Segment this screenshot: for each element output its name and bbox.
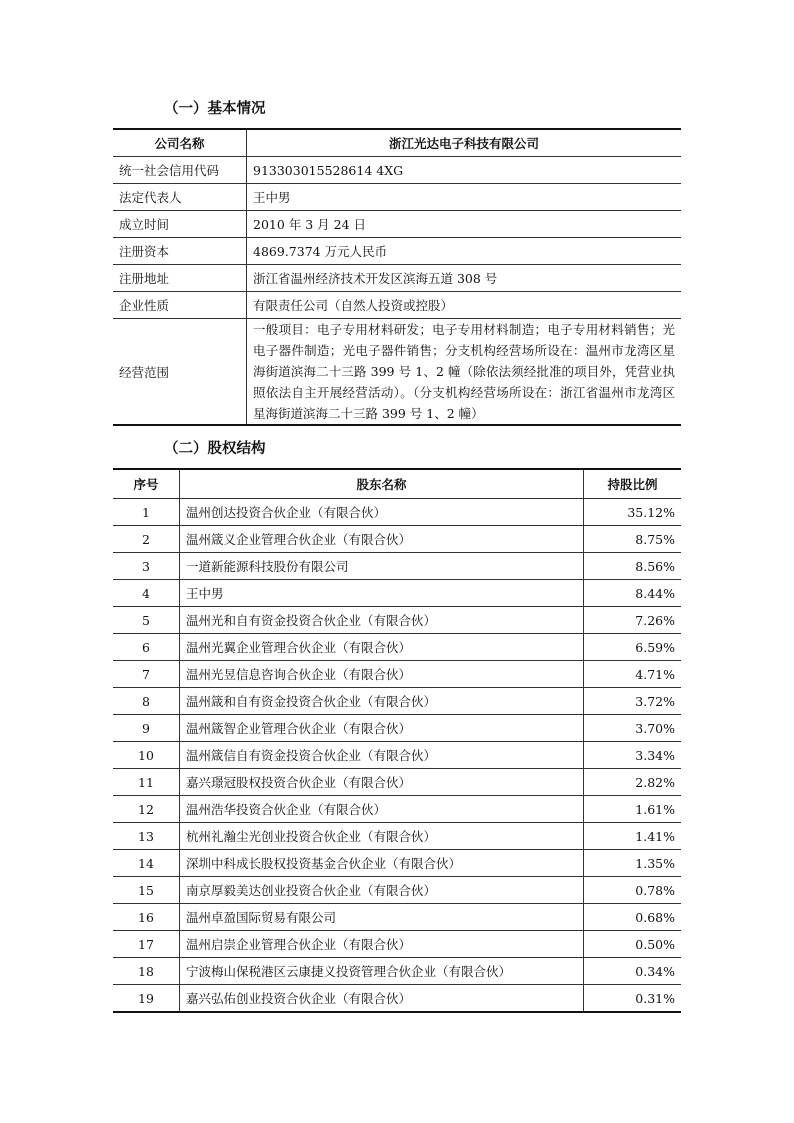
section-equity-heading: （二）股权结构 bbox=[164, 441, 266, 457]
column-header-ratio: 持股比例 bbox=[584, 469, 682, 499]
info-value: 有限责任公司（自然人投资或控股） bbox=[247, 292, 682, 319]
row-number: 10 bbox=[113, 742, 180, 769]
shareholder-name: 温州浩华投资合伙企业（有限合伙） bbox=[180, 796, 584, 823]
shareholder-name: 南京厚毅美达创业投资合伙企业（有限合伙） bbox=[180, 877, 584, 904]
section-basic-info-heading: （一）基本情况 bbox=[164, 101, 266, 117]
holding-ratio: 1.35% bbox=[584, 850, 682, 877]
row-number: 7 bbox=[113, 661, 180, 688]
shareholder-row bbox=[113, 661, 681, 688]
info-label: 统一社会信用代码 bbox=[113, 157, 247, 184]
company-name-label: 公司名称 bbox=[113, 129, 247, 157]
info-value: 913303015528614 4XG bbox=[247, 157, 682, 184]
shareholder-row bbox=[113, 904, 681, 931]
shareholder-name: 一道新能源科技股份有限公司 bbox=[180, 553, 584, 580]
info-value: 2010 年 3 月 24 日 bbox=[247, 211, 682, 238]
row-number: 14 bbox=[113, 850, 180, 877]
company-name-value: 浙江光达电子科技有限公司 bbox=[388, 136, 539, 151]
holding-ratio: 0.68% bbox=[584, 904, 682, 931]
holding-ratio: 6.59% bbox=[584, 634, 682, 661]
row-number: 15 bbox=[113, 877, 180, 904]
business-scope-label: 经营范围 bbox=[113, 319, 247, 426]
row-number: 19 bbox=[113, 985, 180, 1013]
holding-ratio: 2.82% bbox=[584, 769, 682, 796]
info-label: 注册资本 bbox=[113, 238, 247, 265]
shareholder-name: 温州创达投资合伙企业（有限合伙） bbox=[180, 499, 584, 526]
row-number: 8 bbox=[113, 688, 180, 715]
equity-structure-table bbox=[113, 468, 681, 1013]
row-number: 12 bbox=[113, 796, 180, 823]
row-number: 2 bbox=[113, 526, 180, 553]
holding-ratio: 0.50% bbox=[584, 931, 682, 958]
holding-ratio: 4.71% bbox=[584, 661, 682, 688]
holding-ratio: 0.34% bbox=[584, 958, 682, 985]
shareholder-row bbox=[113, 715, 681, 742]
shareholder-row bbox=[113, 742, 681, 769]
row-number: 17 bbox=[113, 931, 180, 958]
row-number: 18 bbox=[113, 958, 180, 985]
row-number: 3 bbox=[113, 553, 180, 580]
info-label: 成立时间 bbox=[113, 211, 247, 238]
shareholder-name: 温州卓盈国际贸易有限公司 bbox=[180, 904, 584, 931]
basic-info-row bbox=[113, 211, 681, 238]
shareholder-row bbox=[113, 877, 681, 904]
row-number: 9 bbox=[113, 715, 180, 742]
shareholder-name: 嘉兴弘佑创业投资合伙企业（有限合伙） bbox=[180, 985, 584, 1013]
row-number: 6 bbox=[113, 634, 180, 661]
info-label: 企业性质 bbox=[113, 292, 247, 319]
shareholder-row bbox=[113, 769, 681, 796]
shareholder-name: 温州箴信自有资金投资合伙企业（有限合伙） bbox=[180, 742, 584, 769]
row-number: 4 bbox=[113, 580, 180, 607]
row-number: 13 bbox=[113, 823, 180, 850]
holding-ratio: 1.41% bbox=[584, 823, 682, 850]
holding-ratio: 0.78% bbox=[584, 877, 682, 904]
basic-info-row bbox=[113, 157, 681, 184]
row-number: 1 bbox=[113, 499, 180, 526]
basic-info-header-row bbox=[113, 129, 681, 157]
shareholder-name: 嘉兴璟冠股权投资合伙企业（有限合伙） bbox=[180, 769, 584, 796]
shareholder-name: 王中男 bbox=[180, 580, 584, 607]
holding-ratio: 3.34% bbox=[584, 742, 682, 769]
shareholder-name: 温州箴和自有资金投资合伙企业（有限合伙） bbox=[180, 688, 584, 715]
info-value: 4869.7374 万元人民币 bbox=[247, 238, 682, 265]
shareholder-name: 杭州礼瀚尘光创业投资合伙企业（有限合伙） bbox=[180, 823, 584, 850]
business-scope-value: 一般项目：电子专用材料研发；电子专用材料制造；电子专用材料销售；光电子器件制造；光电子器件销售；分支机构经营场所设在：温州市龙湾区星海街道滨海二十三路 399 号 1、2 幢（除依法须经批准的项目外，凭营业执照依法自主开展经营活动）。（分支机构经营场所设在：浙江省温州市龙湾区星海街道滨海二十三路 399 号 1、2 幢） bbox=[247, 319, 682, 426]
shareholder-row bbox=[113, 958, 681, 985]
shareholder-name: 温州箴智企业管理合伙企业（有限合伙） bbox=[180, 715, 584, 742]
shareholder-row bbox=[113, 580, 681, 607]
shareholder-name: 温州光昱信息咨询合伙企业（有限合伙） bbox=[180, 661, 584, 688]
shareholder-row bbox=[113, 823, 681, 850]
shareholder-name: 温州光和自有资金投资合伙企业（有限合伙） bbox=[180, 607, 584, 634]
info-label: 法定代表人 bbox=[113, 184, 247, 211]
business-scope-row bbox=[113, 319, 681, 426]
basic-info-table bbox=[113, 128, 681, 426]
basic-info-row bbox=[113, 265, 681, 292]
shareholder-name: 温州箴义企业管理合伙企业（有限合伙） bbox=[180, 526, 584, 553]
shareholder-row bbox=[113, 985, 681, 1013]
holding-ratio: 3.70% bbox=[584, 715, 682, 742]
holding-ratio: 3.72% bbox=[584, 688, 682, 715]
column-header-shareholder: 股东名称 bbox=[180, 469, 584, 499]
row-number: 5 bbox=[113, 607, 180, 634]
shareholder-row bbox=[113, 526, 681, 553]
holding-ratio: 0.31% bbox=[584, 985, 682, 1013]
shareholder-row bbox=[113, 931, 681, 958]
shareholder-row bbox=[113, 796, 681, 823]
holding-ratio: 7.26% bbox=[584, 607, 682, 634]
row-number: 11 bbox=[113, 769, 180, 796]
shareholder-name: 宁波梅山保税港区云康捷义投资管理合伙企业（有限合伙） bbox=[180, 958, 584, 985]
shareholder-row bbox=[113, 607, 681, 634]
shareholder-name: 深圳中科成长股权投资基金合伙企业（有限合伙） bbox=[180, 850, 584, 877]
shareholder-name: 温州启崇企业管理合伙企业（有限合伙） bbox=[180, 931, 584, 958]
basic-info-row bbox=[113, 184, 681, 211]
shareholder-row bbox=[113, 688, 681, 715]
row-number: 16 bbox=[113, 904, 180, 931]
info-label: 注册地址 bbox=[113, 265, 247, 292]
shareholder-row bbox=[113, 553, 681, 580]
column-header-no: 序号 bbox=[113, 469, 180, 499]
holding-ratio: 8.44% bbox=[584, 580, 682, 607]
basic-info-row bbox=[113, 292, 681, 319]
shareholder-name: 温州光翼企业管理合伙企业（有限合伙） bbox=[180, 634, 584, 661]
shareholder-row bbox=[113, 634, 681, 661]
shareholder-row bbox=[113, 499, 681, 526]
info-value: 浙江省温州经济技术开发区滨海五道 308 号 bbox=[247, 265, 682, 292]
holding-ratio: 8.75% bbox=[584, 526, 682, 553]
equity-header-row bbox=[113, 469, 681, 499]
holding-ratio: 1.61% bbox=[584, 796, 682, 823]
shareholder-row bbox=[113, 850, 681, 877]
holding-ratio: 35.12% bbox=[627, 504, 675, 520]
info-value: 王中男 bbox=[247, 184, 682, 211]
basic-info-row bbox=[113, 238, 681, 265]
holding-ratio: 8.56% bbox=[584, 553, 682, 580]
